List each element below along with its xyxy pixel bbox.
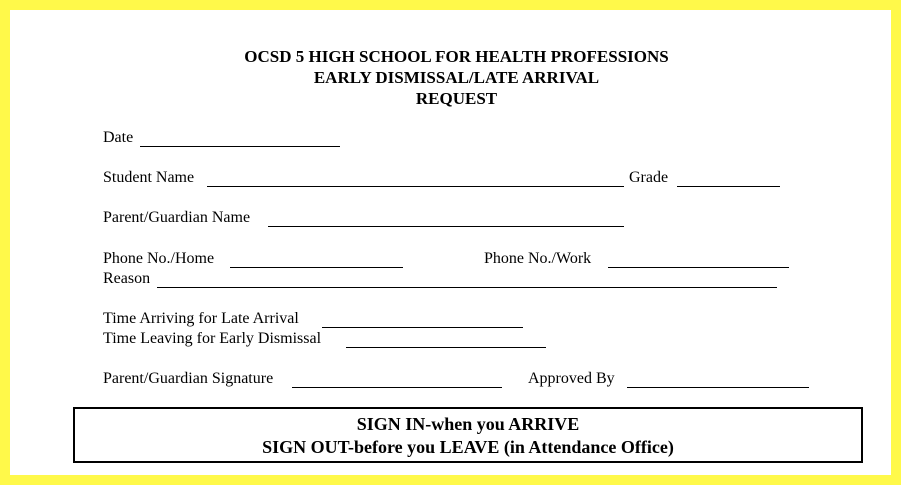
- sign-in-instruction: SIGN IN-when you ARRIVE: [356, 414, 580, 434]
- grade-field[interactable]: [677, 186, 780, 187]
- phone-home-field[interactable]: [230, 267, 403, 268]
- grade-label: Grade: [629, 169, 669, 186]
- approved-by-label: Approved By: [528, 370, 615, 387]
- form-subtitle: REQUEST: [415, 89, 498, 108]
- phone-work-field[interactable]: [608, 267, 789, 268]
- form-title: EARLY DISMISSAL/LATE ARRIVAL: [313, 68, 600, 87]
- parent-name-label: Parent/Guardian Name: [103, 209, 251, 226]
- time-leaving-field[interactable]: [346, 347, 546, 348]
- student-name-label: Student Name: [103, 169, 195, 186]
- sign-out-instruction: SIGN OUT-before you LEAVE (in Attendance Office): [262, 437, 674, 457]
- sign-in-out-notice: [73, 407, 863, 463]
- parent-signature-field[interactable]: [292, 387, 502, 388]
- school-name-heading: OCSD 5 HIGH SCHOOL FOR HEALTH PROFESSIONS: [244, 47, 669, 66]
- time-arriving-field[interactable]: [322, 327, 523, 328]
- approved-by-field[interactable]: [627, 387, 809, 388]
- phone-home-label: Phone No./Home: [103, 250, 215, 267]
- phone-work-label: Phone No./Work: [484, 250, 592, 267]
- reason-field[interactable]: [157, 287, 777, 288]
- time-arriving-label: Time Arriving for Late Arrival: [103, 310, 299, 327]
- student-name-field[interactable]: [207, 186, 624, 187]
- parent-name-field[interactable]: [268, 226, 624, 227]
- date-field[interactable]: [140, 146, 340, 147]
- reason-label: Reason: [103, 270, 151, 287]
- date-label: Date: [103, 129, 134, 146]
- time-leaving-label: Time Leaving for Early Dismissal: [103, 330, 322, 347]
- parent-signature-label: Parent/Guardian Signature: [103, 370, 274, 387]
